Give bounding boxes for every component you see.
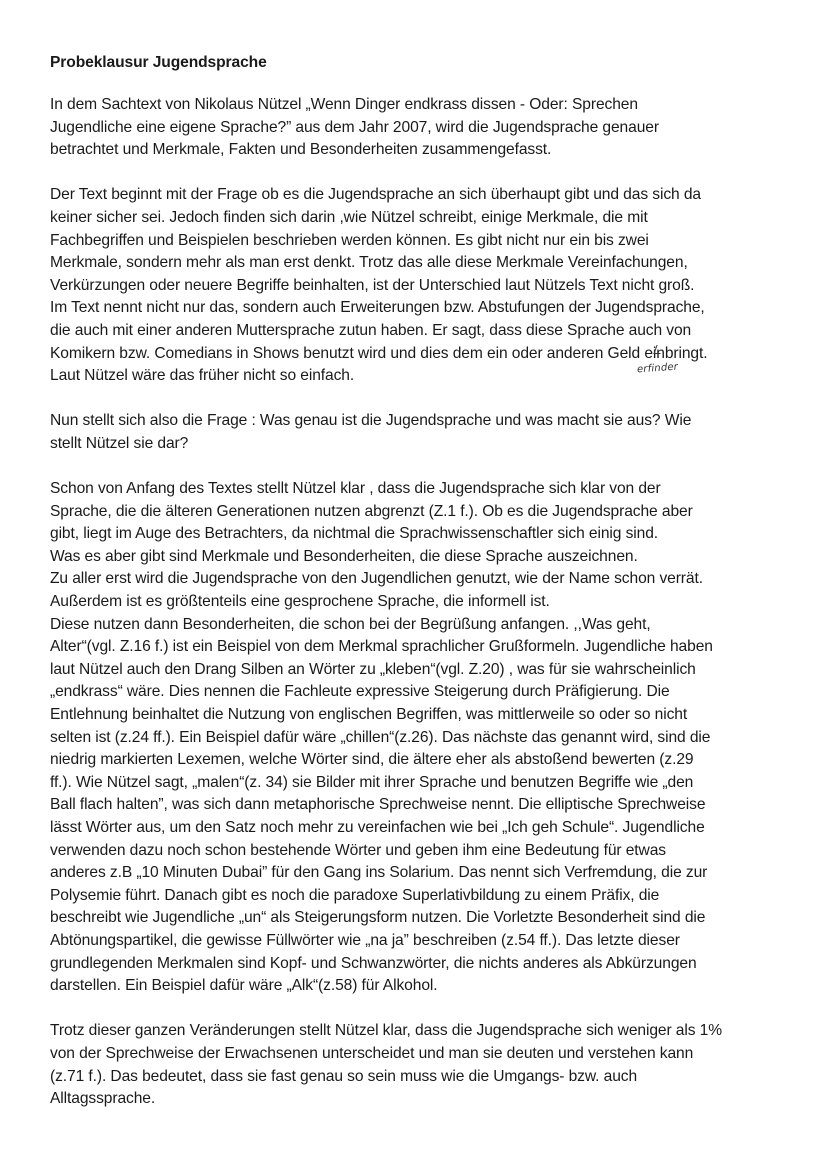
text-line: Der Text beginnt mit der Frage ob es die Jugendsprache an sich überhaupt gibt und das sich da xyxy=(50,186,701,204)
text-line: Alltagssprache. xyxy=(50,1090,156,1108)
text-line: Diese nutzen dann Besonderheiten, die schon bei der Begrüßung anfangen. ,,Was geht, xyxy=(50,615,651,633)
text-line: selten ist (z.24 ff.). Ein Beispiel dafür wäre „chillen“(z.26). Das nächste das genannt wird, sind die xyxy=(50,728,711,746)
text-line: grundlegenden Merkmalen sind Kopf- und Schwanzwörter, die nichts anderes als Abkürzungen xyxy=(50,954,697,972)
text-line: (z.71 f.). Das bedeutet, dass sie fast genau so sein muss wie die Umgangs- bzw. auch xyxy=(50,1067,638,1085)
text-line: In dem Sachtext von Nikolaus Nützel „Wenn Dinger endkrass dissen - Oder: Sprechen xyxy=(50,96,638,113)
text-line: keiner sicher sei. Jedoch finden sich darin ,wie Nützel schreibt, einige Merkmale, die mit xyxy=(50,208,648,226)
text-line: niedrig markierten Lexemen, welche Wörter sind, die ältere eher als abstoßend bewerten (z.29 xyxy=(50,751,694,769)
text-line: lässt Wörter aus, um den Satz noch mehr zu vereinfachen wie bei „Ich geh Schule“. Jugendliche xyxy=(50,819,705,836)
paragraph xyxy=(50,410,785,455)
text-line: Ball flach halten”, was sich dann metaphorische Sprechweise nennt. Die elliptische Sprechweise xyxy=(50,796,706,814)
text-line: Trotz dieser ganzen Veränderungen stellt Nützel klar, dass die Jugendsprache sich weniger als 1% xyxy=(50,1022,723,1040)
text-line: Fachbegriffen und Beispielen beschrieben werden können. Es gibt nicht nur ein bis zwei xyxy=(50,231,649,249)
text-line: von der Sprechweise der Erwachsenen unterscheidet und man sie deuten und verstehen kann xyxy=(50,1044,694,1062)
paragraph xyxy=(50,184,785,387)
text-line: Laut Nützel wäre das früher nicht so einfach. xyxy=(50,367,355,385)
text-line: Sprache, die die älteren Generationen nutzen abgrenzt (Z.1 f.). Ob es die Jugendsprache aber xyxy=(50,502,693,520)
text-line: „endkrass“ wäre. Dies nennen die Fachleute expressive Steigerung durch Präfigierung. Die xyxy=(50,683,670,701)
text-line: Komikern bzw. Comedians in Shows benutzt wird und dies dem ein oder anderen Geld einbringt. xyxy=(50,344,708,362)
text-line: betrachtet und Merkmale, Fakten und Besonderheiten zusammengefasst. xyxy=(50,141,552,159)
paragraph xyxy=(50,94,785,162)
text-line: Im Text nennt nicht nur das, sondern auch Erweiterungen bzw. Abstufungen der Jugendsprache, xyxy=(50,299,705,317)
text-line: Zu aller erst wird die Jugendsprache von den Jugendlichen genutzt, wie der Name schon verrät. xyxy=(50,570,703,588)
paragraph xyxy=(50,478,785,998)
handwritten-annotation: erfinder xyxy=(636,361,679,376)
document-page xyxy=(50,52,785,1133)
text-line: die auch mit einer anderen Muttersprache zutun haben. Er sagt, dass diese Sprache auch von xyxy=(50,321,692,339)
text-line: Entlehnung beinhaltet die Nutzung von englischen Begriffen, was mittlerweile so oder so nicht xyxy=(50,706,688,724)
text-line: Schon von Anfang des Textes stellt Nützel klar , dass die Jugendsprache sich klar von der xyxy=(50,480,661,498)
text-line: ff.). Wie Nützel sagt, „malen“(z. 34) sie Bilder mit ihrer Sprache und benutzen Begriffe wie „den xyxy=(50,773,694,791)
text-line: Polysemie führt. Danach gibt es noch die paradoxe Superlativbildung zu einem Präfix, die xyxy=(50,886,660,904)
text-line: gibt, liegt im Auge des Betrachters, da nichtmal die Sprachwissenschaftler sich einig sind. xyxy=(50,525,659,543)
text-line: Außerdem ist es größtenteils eine gesprochene Sprache, die informell ist. xyxy=(50,593,550,611)
document-title: Probeklausur Jugendsprache xyxy=(50,54,267,71)
text-line: verwenden dazu noch schon bestehende Wörter und geben ihm eine Bedeutung für etwas xyxy=(50,841,666,859)
text-line: anderes z.B „10 Minuten Dubai” für den Gang ins Solarium. Das nennt sich Verfremdung, die zur xyxy=(50,864,708,882)
text-line: Merkmale, sondern mehr als man erst denkt. Trotz das alle diese Merkmale Vereinfachungen, xyxy=(50,254,688,272)
text-line: stellt Nützel sie dar? xyxy=(50,434,189,452)
text-line: Verkürzungen oder neuere Begriffe beinhalten, ist der Unterschied laut Nützels Text nicht groß. xyxy=(50,276,695,294)
text-line: Abtönungspartikel, die gewisse Füllwörter wie „na ja” beschreiben (z.54 ff.). Das letzte dieser xyxy=(50,931,680,949)
text-line: laut Nützel auch den Drang Silben an Wörter zu „kleben“(vgl. Z.20) , was für sie wahrscheinlich xyxy=(50,660,696,678)
text-line: beschreibt wie Jugendliche „un“ als Steigerungsform nutzen. Die Vorletzte Besonderheit sind die xyxy=(50,909,706,927)
paragraph xyxy=(50,1020,785,1110)
document-body xyxy=(50,94,785,1111)
text-line: darstellen. Ein Beispiel dafür wäre „Alk“(z.58) für Alkohol. xyxy=(50,977,438,995)
text-line: Nun stellt sich also die Frage : Was genau ist die Jugendsprache und was macht sie aus? Wie xyxy=(50,412,692,430)
text-line: Was es aber gibt sind Merkmale und Besonderheiten, die diese Sprache auszeichnen. xyxy=(50,547,638,565)
text-line: Alter“(vgl. Z.16 f.) ist ein Beispiel von dem Merkmal sprachlicher Grußformeln. Jugendliche haben xyxy=(50,638,713,656)
text-line: Jugendliche eine eigene Sprache?” aus dem Jahr 2007, wird die Jugendsprache genauer xyxy=(50,118,659,136)
